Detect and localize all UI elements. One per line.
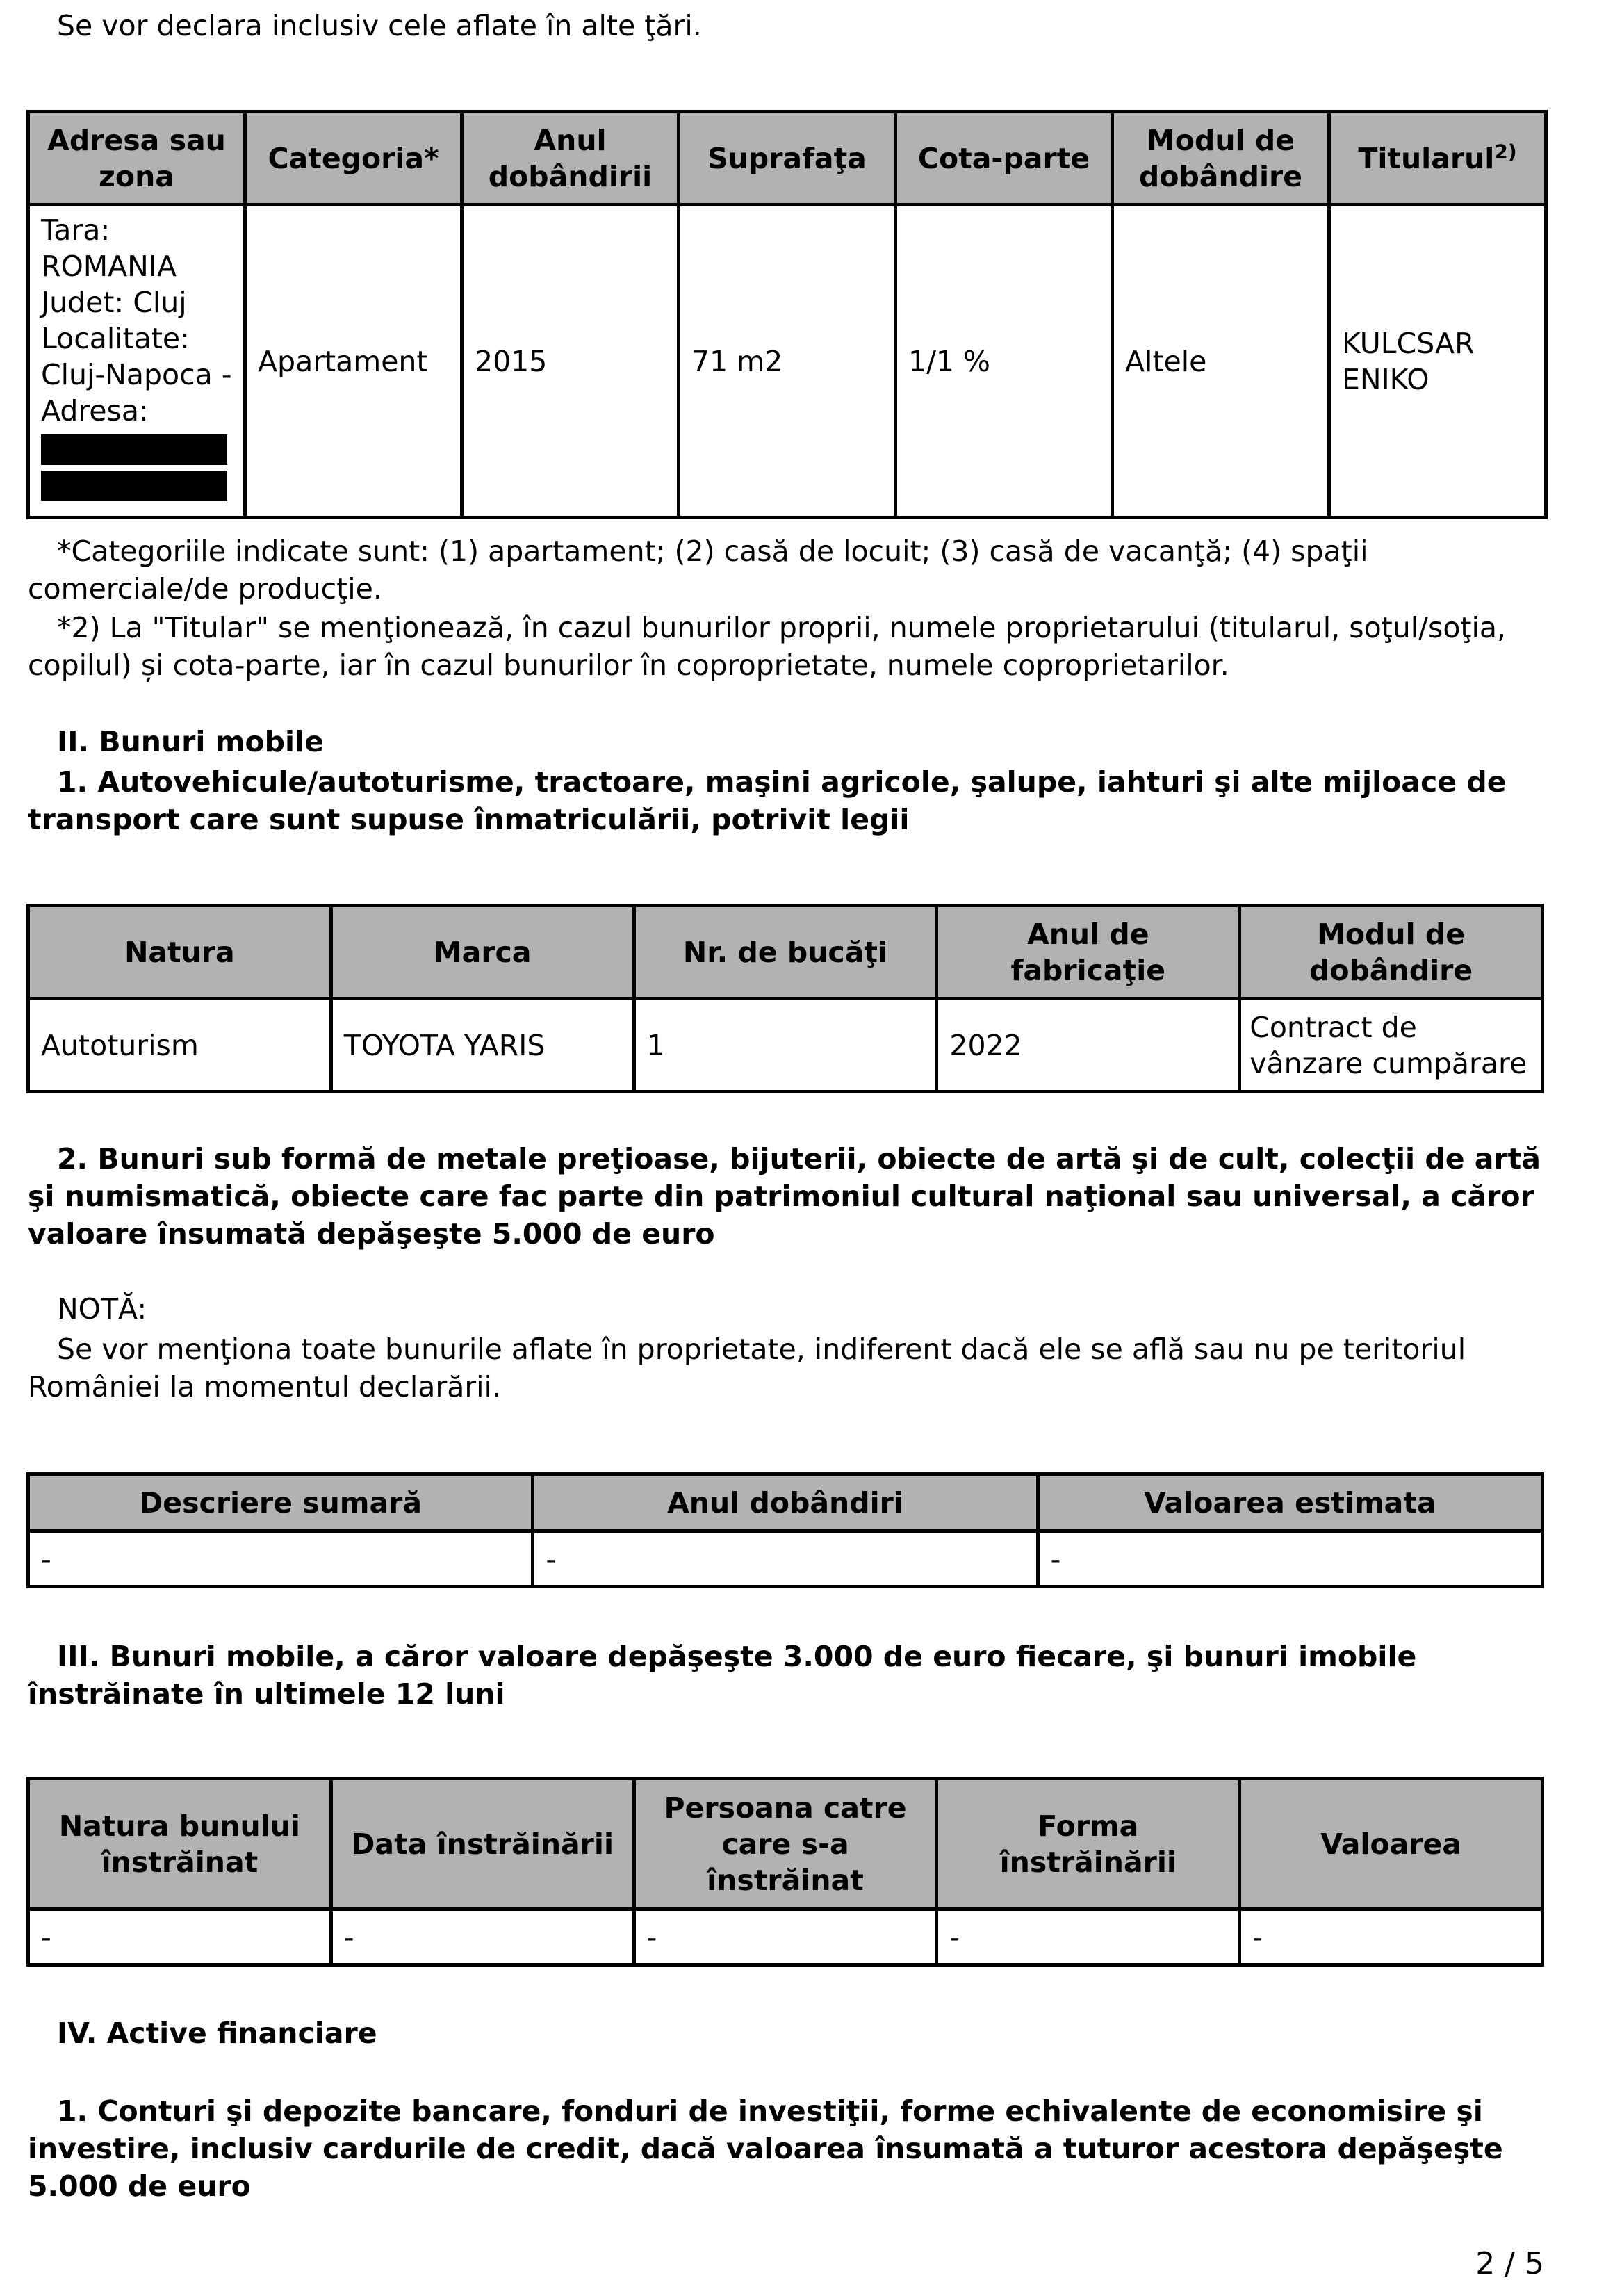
header-nr-bucati: Nr. de bucăţi: [634, 906, 937, 999]
table-cell: -: [28, 1910, 331, 1965]
table-header-row: [28, 1779, 1543, 1910]
categories-note: *Categoriile indicate sunt: (1) apartament; (2) casă de locuit; (3) casă de vacanţă; (4) spaţii comerciale/de producţie.: [28, 535, 1368, 605]
table-cell: 2022: [937, 999, 1240, 1092]
holder-cell: [1329, 205, 1546, 518]
holder-line: ENIKO: [1342, 362, 1429, 396]
header-area: Suprafaţa: [679, 112, 896, 205]
header-marca: Marca: [331, 906, 634, 999]
mode-cell: Altele: [1113, 205, 1329, 518]
header-address: Adresa sau zona: [28, 112, 245, 205]
header-category: Categoria*: [245, 112, 462, 205]
table-header-row: [28, 1474, 1543, 1531]
year-cell: 2015: [462, 205, 679, 518]
page-number: 2 / 5: [1475, 2246, 1544, 2281]
valuables-table: [26, 1472, 1544, 1588]
nota-text: Se vor menţiona toate bunurile aflate în proprietate, indiferent dacă ele se află sau nu pe teritoriul României la momentul declarării.: [28, 1333, 1466, 1403]
table-row: [28, 1910, 1543, 1965]
address-line: Adresa:: [41, 394, 149, 428]
section-ii-title: II. Bunuri mobile: [57, 725, 324, 758]
holder-line: KULCSAR: [1342, 326, 1475, 360]
table-cell: Autoturism: [28, 999, 331, 1092]
header-holder: [1329, 112, 1546, 205]
section-ii-sub1: 1. Autovehicule/autoturisme, tractoare, maşini agricole, şalupe, iahturi şi alte mijloace de transport care sunt supuse înmatriculării, potrivit legii: [28, 765, 1507, 836]
table-header-row: [28, 112, 1546, 205]
header-share: Cota-parte: [896, 112, 1113, 205]
section-iv-title: IV. Active financiare: [57, 2017, 377, 2050]
share-cell: 1/1 %: [896, 205, 1113, 518]
header-valoarea: Valoarea: [1240, 1779, 1543, 1910]
area-cell: 71 m2: [679, 205, 896, 518]
header-modul-dobandire: Modul de dobândire: [1240, 906, 1543, 999]
header-forma-instrainarii: Forma înstrăinării: [937, 1779, 1240, 1910]
foreign-assets-note: Se vor declara inclusiv cele aflate în alte ţări.: [57, 9, 702, 42]
table-cell: -: [937, 1910, 1240, 1965]
table-cell: -: [634, 1910, 937, 1965]
table-cell: -: [331, 1910, 634, 1965]
address-line: Cluj-Napoca -: [41, 358, 232, 391]
redaction-bar: [41, 471, 227, 501]
table-row: [28, 205, 1546, 518]
address-line: Judet: Cluj: [41, 286, 187, 319]
header-natura: Natura: [28, 906, 331, 999]
table-header-row: [28, 906, 1543, 999]
table-row: [28, 999, 1543, 1092]
table-row: [28, 1531, 1543, 1587]
header-year: Anul dobândirii: [462, 112, 679, 205]
table-cell: Contract de vânzare cumpărare: [1240, 999, 1543, 1092]
header-anul-dobandiri: Anul dobândiri: [533, 1474, 1038, 1531]
header-holder-footnote: 2): [1494, 139, 1517, 163]
header-natura-bunului: Natura bunului înstrăinat: [28, 1779, 331, 1910]
address-line: Localitate:: [41, 322, 190, 355]
category-cell: Apartament: [245, 205, 462, 518]
table-cell: -: [28, 1531, 533, 1587]
table-cell: -: [1038, 1531, 1542, 1587]
redaction-bar: [41, 434, 227, 465]
alienated-assets-table: [26, 1777, 1544, 1967]
table-cell: -: [1240, 1910, 1543, 1965]
header-valoarea-estimata: Valoarea estimata: [1038, 1474, 1542, 1531]
table-cell: TOYOTA YARIS: [331, 999, 634, 1092]
table-cell: 1: [634, 999, 937, 1092]
address-line: ROMANIA: [41, 250, 177, 283]
address-line: Tara:: [41, 213, 110, 247]
header-mode: Modul de dobândire: [1113, 112, 1329, 205]
holder-note: *2) La "Titular" se menţionează, în cazul bunurilor proprii, numele proprietarului (titularul, soţul/soţia, copilul) și cota-parte, iar în cazul bunurilor în coproprietate, numele coproprietarilor.: [28, 611, 1507, 682]
table-cell: -: [533, 1531, 1038, 1587]
header-persoana: Persoana catre care s-a înstrăinat: [634, 1779, 937, 1910]
section-iv-sub1: 1. Conturi şi depozite bancare, fonduri de investiţii, forme echivalente de economisire şi investire, inclusiv cardurile de credit, dacă valoarea însumată a tuturor acestora depăşeşte 5.000 de euro: [28, 2094, 1503, 2203]
header-holder-label: Titularul: [1358, 141, 1495, 175]
nota-label: NOTĂ:: [57, 1292, 147, 1326]
address-cell: [28, 205, 245, 518]
section-ii-sub2: 2. Bunuri sub formă de metale preţioase, bijuterii, obiecte de artă şi de cult, colecţii de artă şi numismatică, obiecte care fac parte din patrimoniul cultural naţional sau universal, a căror valoare însumată depăşeşte 5.000 de euro: [28, 1142, 1541, 1251]
header-data-instrainarii: Data înstrăinării: [331, 1779, 634, 1910]
header-descriere: Descriere sumară: [28, 1474, 533, 1531]
section-iii-title: III. Bunuri mobile, a căror valoare depăşeşte 3.000 de euro fiecare, şi bunuri imobile înstrăinate în ultimele 12 luni: [28, 1640, 1417, 1711]
real-estate-table: [26, 110, 1548, 519]
vehicles-table: [26, 904, 1544, 1093]
header-anul-fabricatie: Anul de fabricaţie: [937, 906, 1240, 999]
